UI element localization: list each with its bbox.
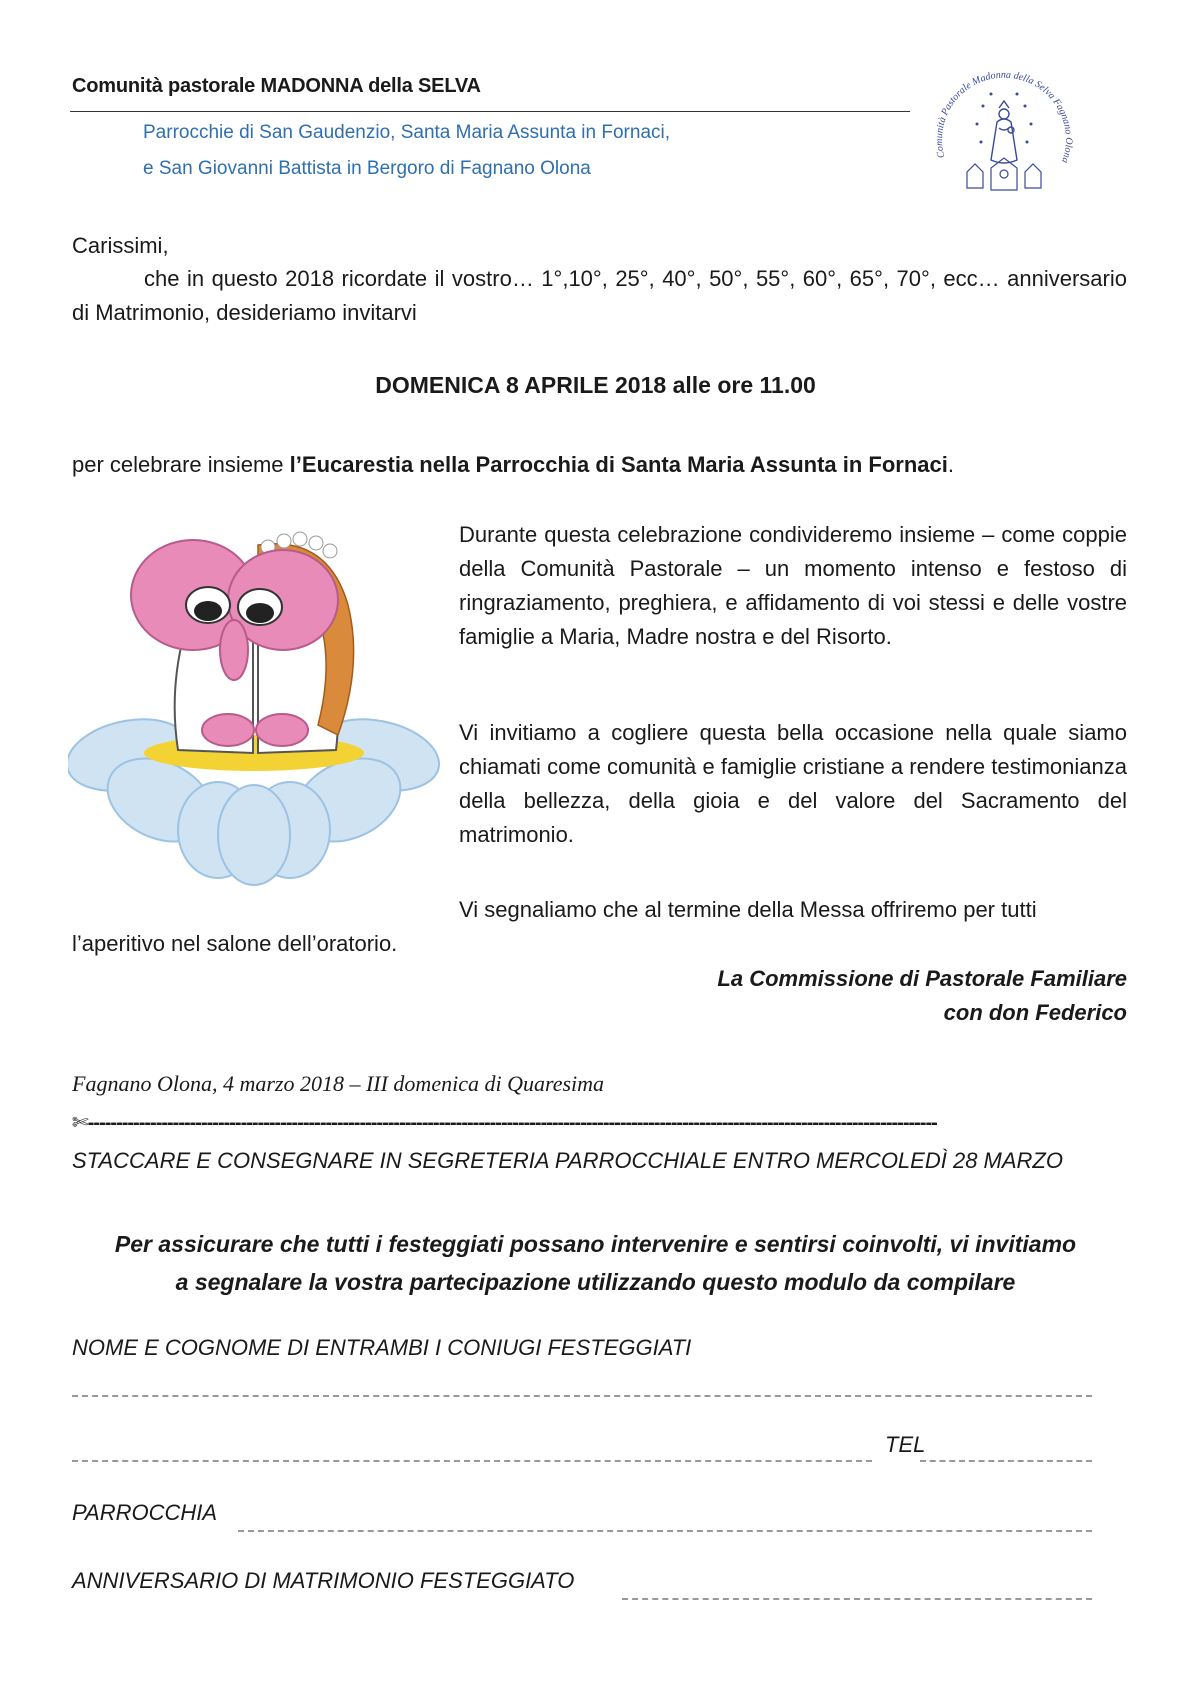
names-label: NOME E COGNOME DI ENTRAMBI I CONIUGI FESTEGGIATI	[72, 1335, 692, 1360]
paragraph-aperitif-continued: l’aperitivo nel salone dell’oratorio.	[72, 931, 398, 956]
greeting: Carissimi,	[72, 233, 169, 258]
cut-dashes: ------------------------------------------------------------------------------------------------------------------------------------------------------	[87, 1112, 937, 1134]
madonna-icon	[991, 101, 1017, 163]
couple-illustration	[68, 525, 440, 905]
names-field[interactable]	[72, 1395, 1092, 1397]
scissors-icon: ✄	[72, 1112, 88, 1134]
parishes-line-1: Parrocchie di San Gaudenzio, Santa Maria Assunta in Fornaci,	[143, 122, 671, 143]
event-date: DOMENICA 8 APRILE 2018 alle ore 11.00	[375, 372, 816, 398]
tel-field[interactable]	[920, 1460, 1092, 1462]
tel-label: TEL	[885, 1432, 926, 1457]
form-appeal-line-2: a segnalare la vostra partecipazione utilizzando questo modulo da compilare	[175, 1269, 1016, 1295]
form-appeal-line-1: Per assicurare che tutti i festeggiati possano intervenire e sentirsi coinvolti, vi invitiamo	[114, 1231, 1077, 1257]
parish-label: PARROCCHIA	[72, 1500, 218, 1525]
logo-text: Comunità Pastorale Madonna della Selva Fagnano Olona	[933, 69, 1075, 165]
community-logo	[925, 68, 1083, 210]
parishes-line-2: e San Giovanni Battista in Bergoro di Fagnano Olona	[143, 158, 591, 179]
celebrate-prefix: per celebrare insieme	[72, 452, 290, 477]
paragraph-aperitif: Vi segnaliamo che al termine della Messa offriremo per tutti	[459, 897, 1037, 922]
anniversary-label: ANNIVERSARIO DI MATRIMONIO FESTEGGIATO	[72, 1568, 575, 1593]
intro-text: che in questo 2018 ricordate il vostro… 1°,10°, 25°, 40°, 50°, 55°, 60°, 65°, 70°, ecc… anniversario di Matrimonio, desideriamo invitarvi	[72, 266, 1127, 325]
celebrate-location: l’Eucarestia nella Parrocchia di Santa Maria Assunta in Fornaci	[289, 452, 948, 477]
intro-paragraph	[72, 262, 1127, 330]
signature-priest: con don Federico	[943, 1000, 1127, 1025]
header-divider	[70, 111, 910, 112]
paragraph-invitation: Vi invitiamo a cogliere questa bella occasione nella quale siamo chiamati come comunità e famiglie cristiane a rendere testimonianza della bellezza, della gioia e del valore del Sacramento del matrimonio.	[459, 720, 1127, 847]
parish-field[interactable]	[238, 1530, 1092, 1532]
names-field-line-2[interactable]	[72, 1460, 872, 1462]
cut-line	[72, 1110, 1092, 1136]
svg-text:Comunità Pastorale Madonna del	[934, 70, 1074, 165]
celebrate-line	[72, 448, 954, 482]
place-and-date: Fagnano Olona, 4 marzo 2018 – III domenica di Quaresima	[72, 1071, 605, 1096]
return-instruction: STACCARE E CONSEGNARE IN SEGRETERIA PARROCCHIALE ENTRO MERCOLEDÌ 28 MARZO	[72, 1148, 1063, 1173]
paragraph-celebration: Durante questa celebrazione condivideremo insieme – come coppie della Comunità Pastorale – un momento intenso e festoso di ringraziamento, preghiera, e affidamento di voi stessi e delle vostre famiglie a Maria, Madre nostra e del Risorto.	[459, 522, 1127, 649]
community-title: Comunità pastorale MADONNA della SELVA	[72, 75, 481, 97]
anniversary-field[interactable]	[622, 1598, 1092, 1600]
celebrate-suffix: .	[947, 452, 954, 477]
signature-commission: La Commissione di Pastorale Familiare	[717, 966, 1127, 991]
